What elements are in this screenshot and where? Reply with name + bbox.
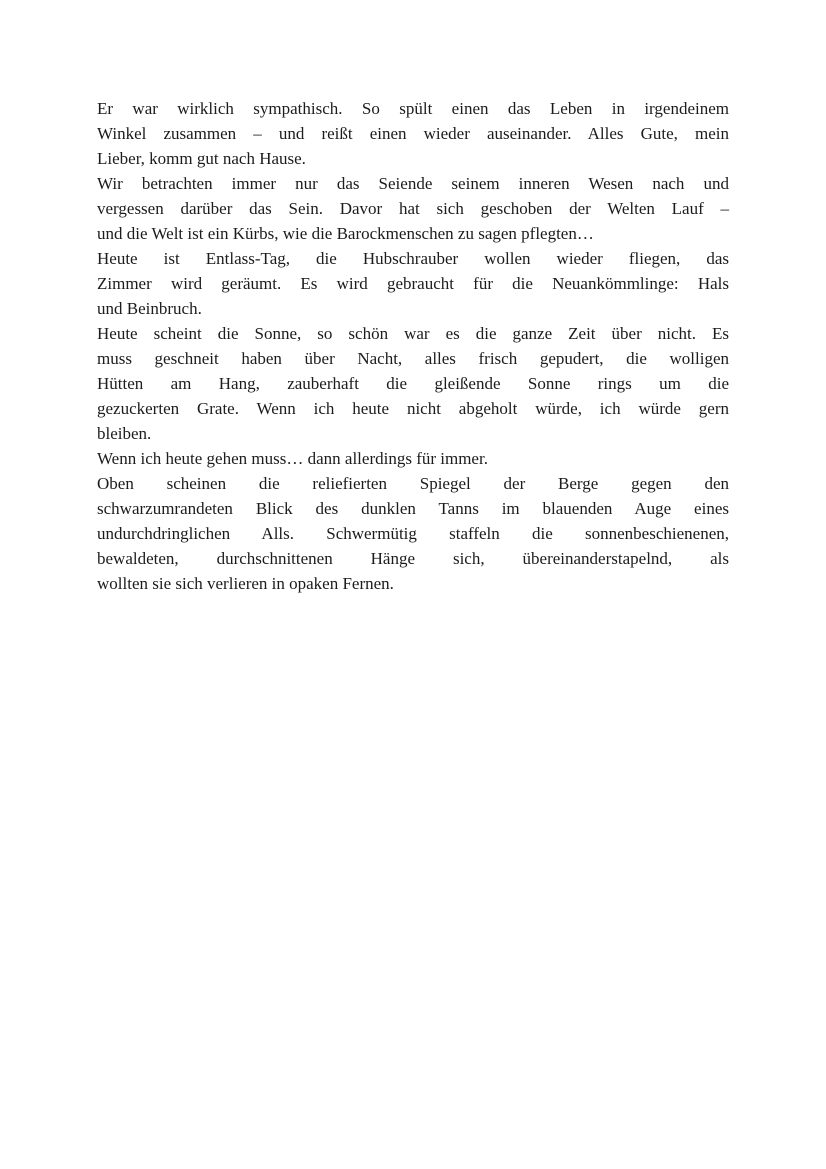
text-line: Er war wirklich sympathisch. So spült einen das Leben in irgendeinem (97, 99, 729, 118)
text-line: Heute scheint die Sonne, so schön war es die ganze Zeit über nicht. Es (97, 324, 729, 343)
text-line: Hütten am Hang, zauberhaft die gleißende Sonne rings um die (97, 374, 729, 393)
text-block (97, 96, 729, 596)
paragraph (97, 471, 729, 596)
text-line: Heute ist Entlass-Tag, die Hubschrauber wollen wieder fliegen, das (97, 249, 729, 268)
text-line: bewaldeten, durchschnittenen Hänge sich, übereinanderstapelnd, als (97, 549, 729, 568)
text-line: und Beinbruch. (97, 299, 202, 318)
paragraph (97, 446, 729, 471)
paragraph (97, 96, 729, 171)
text-line: Lieber, komm gut nach Hause. (97, 149, 306, 168)
text-line: Oben scheinen die reliefierten Spiegel der Berge gegen den (97, 474, 729, 493)
text-line: und die Welt ist ein Kürbs, wie die Barockmenschen zu sagen pflegten… (97, 224, 594, 243)
text-line: Winkel zusammen – und reißt einen wieder auseinander. Alles Gute, mein (97, 124, 729, 143)
text-line: schwarzumrandeten Blick des dunklen Tanns im blauenden Auge eines (97, 499, 729, 518)
text-line: bleiben. (97, 424, 152, 443)
text-line: muss geschneit haben über Nacht, alles frisch gepudert, die wolligen (97, 349, 729, 368)
paragraph (97, 246, 729, 321)
paragraph (97, 171, 729, 246)
paragraph (97, 321, 729, 446)
text-line: wollten sie sich verlieren in opaken Fernen. (97, 574, 394, 593)
text-line: Wir betrachten immer nur das Seiende seinem inneren Wesen nach und (97, 174, 729, 193)
text-line: Zimmer wird geräumt. Es wird gebraucht für die Neuankömmlinge: Hals (97, 274, 729, 293)
text-line: gezuckerten Grate. Wenn ich heute nicht abgeholt würde, ich würde gern (97, 399, 729, 418)
text-line: undurchdringlichen Alls. Schwermütig staffeln die sonnenbeschienenen, (97, 524, 729, 543)
text-line: Wenn ich heute gehen muss… dann allerdings für immer. (97, 449, 488, 468)
text-line: vergessen darüber das Sein. Davor hat sich geschoben der Welten Lauf – (97, 199, 729, 218)
